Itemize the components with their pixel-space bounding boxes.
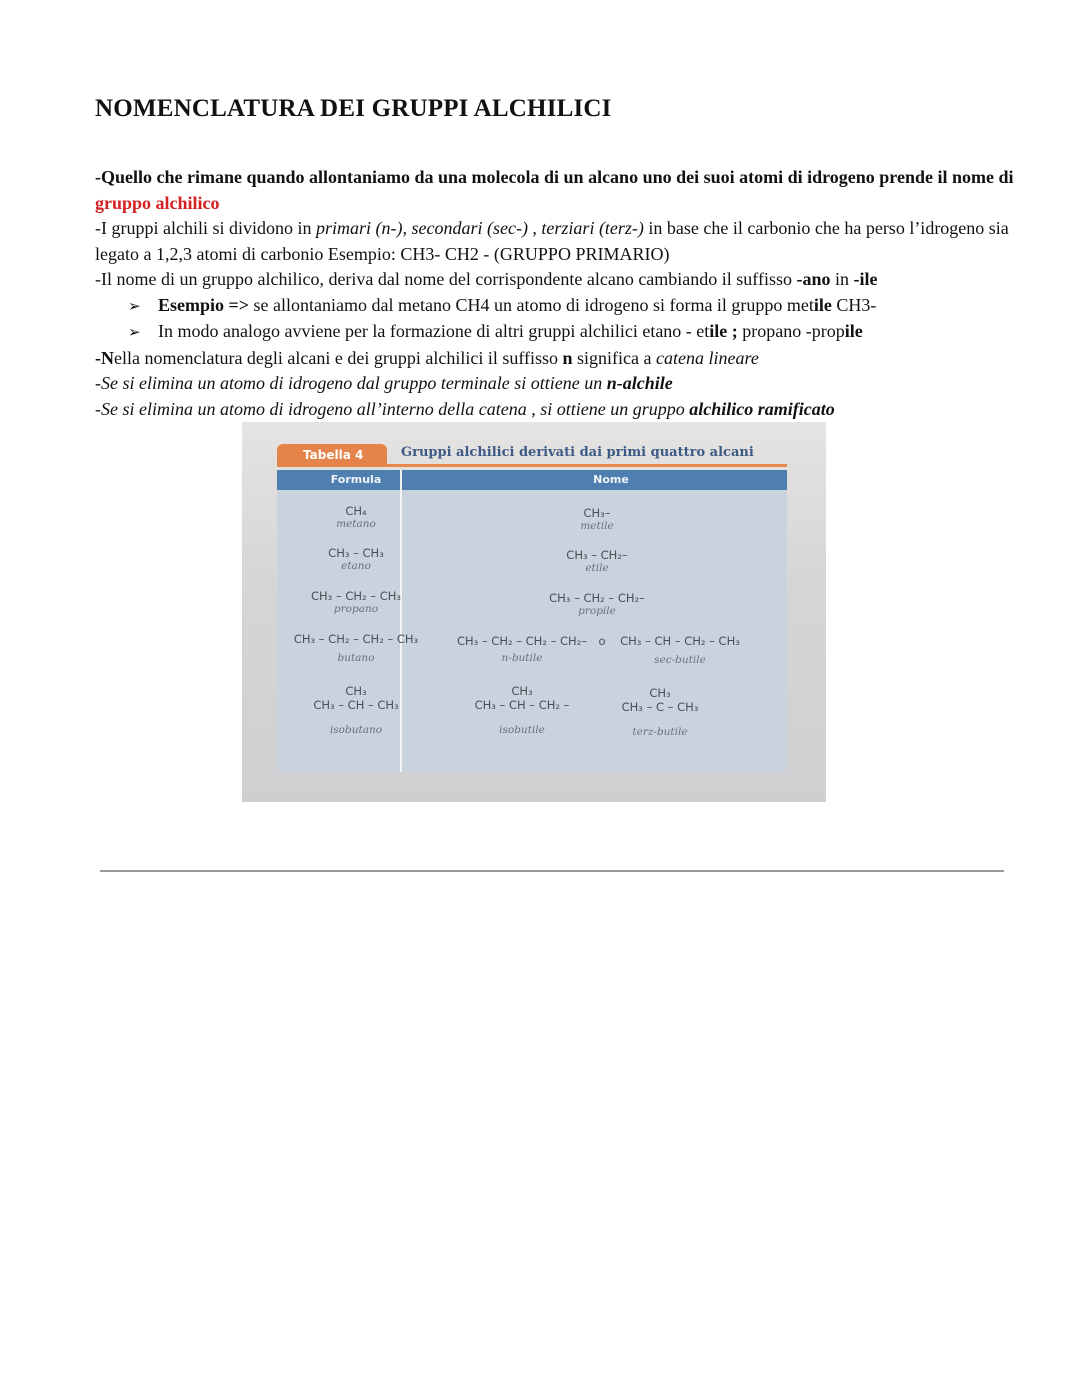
alkane-name: metano — [336, 518, 376, 530]
body-text — [95, 165, 1015, 422]
formula-cell: CH₃ – CH – CH₃ — [313, 698, 399, 712]
suffix-ile: -ile — [853, 269, 878, 289]
table-row — [610, 634, 750, 666]
formula-cell: CH₃ – CH₂ – CH₂ – CH₃ — [293, 632, 419, 646]
alkane-name: isobutano — [329, 724, 383, 736]
paragraph-definition — [95, 165, 1015, 216]
group-name: metile — [580, 520, 614, 532]
table-tab-bar — [277, 444, 787, 467]
bullet-analog — [95, 319, 1015, 346]
classification-example: in base che il carbonio che ha perso l’idrogeno sia legato a 1,2,3 atomi di carbonio Esempio: CH3- CH2 - (GRUPPO PRIMARIO) — [95, 218, 1009, 264]
formula-cell: CH₄ — [345, 504, 367, 518]
table-title: Gruppi alchilici derivati dai primi quattro alcani — [401, 445, 754, 460]
group-formula-2: CH₃ – C – CH₃ — [621, 700, 699, 714]
classification-text: -I gruppi alchili si dividono in — [95, 218, 316, 238]
or-separator: o — [598, 634, 606, 648]
group-formula: CH₃ – CH₂ – CH₂– — [549, 591, 645, 605]
n-alchile-text: -Se si elimina un atomo di idrogeno dal gruppo terminale si ottiene un — [95, 373, 607, 393]
group-formula: CH₃ – CH₂ – CH₂ – CH₂– — [456, 634, 588, 648]
formula-cell: CH₃ – CH₂ – CH₃ — [311, 589, 401, 603]
paragraph-classification — [95, 216, 1015, 267]
analog-suffix-propile: ile — [844, 321, 863, 341]
table-row — [277, 684, 435, 736]
n-suffix-text: ella nomenclatura degli alcani e dei gruppi alchilici il suffisso — [114, 347, 563, 368]
group-name: n-butile — [501, 652, 543, 664]
table-row — [452, 684, 592, 736]
table-tab-label: Tabella 4 — [277, 444, 387, 466]
table-row — [437, 591, 757, 617]
alkane-name: butano — [337, 652, 375, 664]
group-name-2: terz-butile — [632, 726, 688, 738]
table-row — [437, 548, 757, 574]
naming-in: in — [830, 269, 854, 289]
bullet-example-metile — [95, 293, 1015, 320]
group-formula: CH₃ – CH – CH₂ – — [474, 698, 570, 712]
formula-cell: CH₃ – CH₃ — [328, 546, 384, 560]
arrow-bullet-icon: ➢ — [128, 323, 141, 341]
table-photo — [242, 422, 826, 802]
definition-text: -Quello che rimane quando allontaniamo da una molecola di un alcano uno dei suoi atomi di idrogeno prende il nome di — [95, 167, 1014, 187]
table-row — [277, 504, 435, 530]
group-name: propile — [578, 605, 616, 617]
table-row — [447, 634, 597, 664]
catena-lineare: catena lineare — [656, 347, 759, 368]
group-formula: CH₃ – CH₂– — [566, 548, 628, 562]
example-formula: CH3- — [831, 294, 877, 315]
n-alchile-term: n-alchile — [606, 373, 673, 393]
analog-text-propile: propano -prop — [737, 321, 845, 341]
paragraph-ramificato — [95, 397, 1015, 423]
n-suffix-text-2: significa a — [572, 347, 657, 368]
analog-text: In modo analogo avviene per la formazione di altri gruppi alchilici etano - et — [158, 321, 710, 341]
highlight-gruppo-alchilico: gruppo alchilico — [95, 192, 220, 213]
horizontal-divider — [100, 870, 1004, 872]
example-suffix: ile — [813, 294, 832, 315]
branch-top: CH₃ — [649, 686, 671, 700]
branch-top: CH₃ — [345, 684, 367, 698]
n-letter: n — [562, 347, 573, 368]
analog-suffix-etile: ile ; — [709, 321, 738, 341]
ramificato-text: -Se si elimina un atomo di idrogeno all’interno della catena , si ottiene un gruppo — [95, 398, 690, 419]
n-initial: -N — [95, 347, 114, 368]
table-row — [610, 686, 710, 738]
group-name-2: sec-butile — [654, 654, 706, 666]
alkane-name: etano — [341, 560, 371, 572]
example-text: se allontaniamo dal metano CH4 un atomo di idrogeno si forma il gruppo met — [249, 294, 814, 315]
paragraph-naming — [95, 267, 1015, 293]
table-row — [437, 506, 757, 532]
table-header — [277, 470, 787, 490]
paragraph-n-alchile — [95, 371, 1015, 397]
alkane-name: propano — [333, 603, 379, 615]
page-title: NOMENCLATURA DEI GRUPPI ALCHILICI — [95, 95, 612, 122]
table-row — [277, 546, 435, 572]
arrow-bullet-icon: ➢ — [128, 296, 141, 315]
col-header-formula: Formula — [330, 473, 382, 486]
classification-types: primari (n-), secondari (sec-) , terziari (terz-) — [315, 218, 644, 238]
col-header-nome: Nome — [593, 473, 629, 486]
group-formula: CH₃– — [583, 506, 611, 520]
ramificato-term: alchilico ramificato — [689, 398, 835, 419]
paragraph-n-suffix — [95, 346, 1015, 372]
suffix-ano: -ano — [796, 269, 831, 289]
naming-text: -Il nome di un gruppo alchilico, deriva dal nome del corrispondente alcano cambiando il suffisso — [95, 269, 797, 289]
group-name: etile — [585, 562, 609, 574]
group-formula-2: CH₃ – CH – CH₂ – CH₃ — [620, 634, 740, 648]
table-row — [277, 632, 435, 664]
branch-top: CH₃ — [511, 684, 533, 698]
group-name: isobutile — [499, 724, 545, 736]
table-row — [277, 589, 435, 615]
example-label: Esempio => — [158, 294, 250, 315]
